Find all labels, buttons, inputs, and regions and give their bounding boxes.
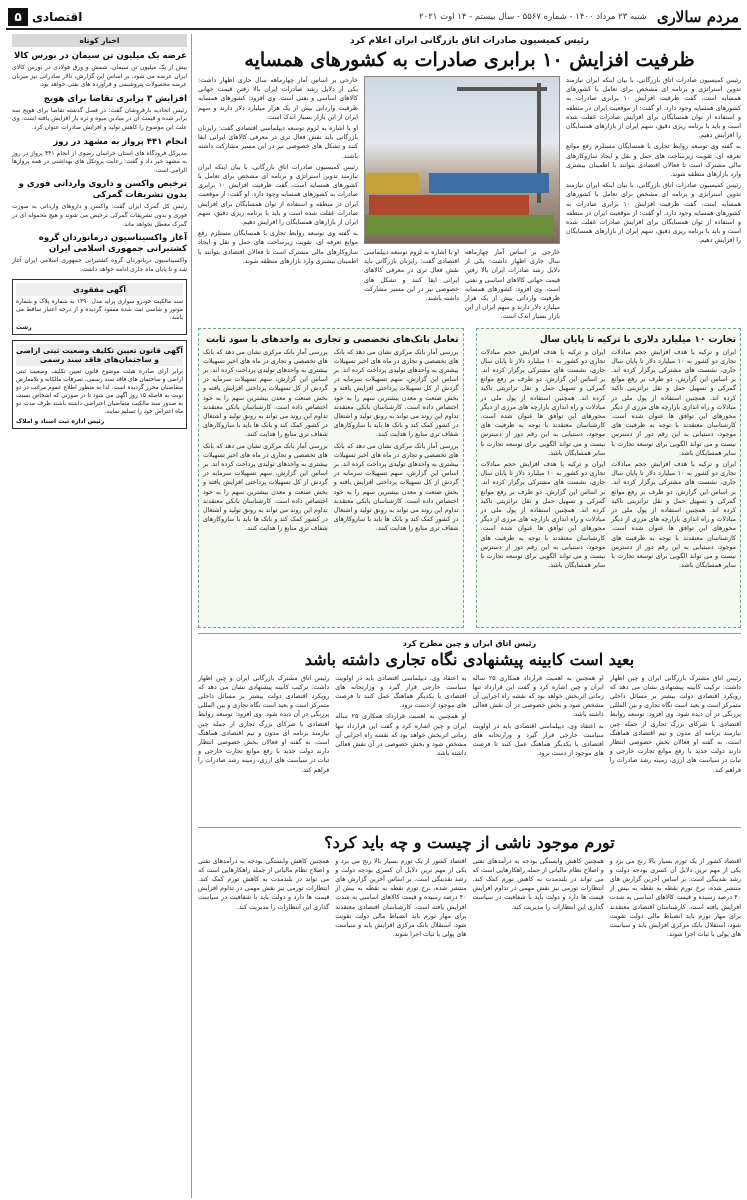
news-item: انجام ۴۴۱ پرواز به مشهد در روز مدیرکل فرودگاه های استان خراسان رضوی از انجام ۴۴۱ پرواز در روز به مشهد خبر داد و گفت: رعایت پروتکل های بهداشتی در همه پروازها الزامی است. <box>12 136 187 174</box>
dateline: شنبه ۲۳ مرداد ۱۴۰۰ - شماره ۵۵۶۷ - سال بیستم - ۱۴ اوت ۲۰۲۱ <box>419 12 647 22</box>
lead-headline: ظرفیت افزایش ۱۰ برابری صادرات به کشورهای همسایه <box>244 49 695 71</box>
page-body <box>6 34 741 1198</box>
news-item: آغاز واکسیناسیون درمانوردان گروه کشتیرانی جمهوری اسلامی ایران واکسیناسیون دریانوردان گروه کشتیرانی جمهوری اسلامی ایران آغاز شد و تا پایان ماه جاری ادامه خواهد داشت. <box>12 233 187 273</box>
lead-text: به گفته وی توسعه روابط تجاری با همسایگان مستلزم رفع موانع تعرفه ای، تقویت زیرساخت های حمل و نقل و ایجاد سازوکارهای مالی مشترک است تا فعالان اقتصادی بتوانند با اطمینان بیشتری وارد بازارهای منطقه شوند. <box>198 230 358 265</box>
lead-text: خارجی بر اساس آمار چهارماهه سال جاری اظهار داشت: یکی از دلایل رشد صادرات ایران بالا رفتن قیمت جهانی کالاهای اساسی و نفتی است. وی افزود: کشورهای همسایه ظرفیت وارداتی بیش از یک هزار میلیارد دلار دارند و سهم ایران از این بازار بسیار اندک است. <box>198 77 358 121</box>
third-article: اقتصاد کشور از یک تورم بسیار بالا رنج می برد و یکی از مهم ترین دلایل آن کسری بودجه دولت و رشد نقدینگی است. بر اساس آخرین گزارش های منتشر شده، نرخ تورم نقطه به نقطه به بیش از ۴۰ درصد رسیده و قیمت کالاهای اساسی به شدت افزایش یافته است. کارشناسان اقتصادی معتقدند برای مهار تورم باید انضباط مالی دولت تقویت شود، استقلال بانک مرکزی افزایش یابد و سیاست های پولی با ثبات اجرا شوند. همچنین کاهش وابستگی بودجه به درآمدهای نفتی و اصلاح نظام مالیاتی از جمله راهکارهایی است که می تواند در بلندمدت به کاهش تورم کمک کند. انتظارات تورمی نیز نقش مهمی در تداوم افزایش قیمت ها دارد و دولت باید با شفافیت در سیاست گذاری این انتظارات را مدیریت کند. اقتصاد کشور از یک تورم بسیار بالا رنج می برد و یکی از مهم ترین دلایل آن کسری بودجه دولت و رشد نقدینگی است. بر اساس آخرین گزارش های منتشر شده، نرخ تورم نقطه به نقطه به بیش از ۴۰ درصد رسیده و قیمت کالاهای اساسی به شدت افزایش یافته است. کارشناسان اقتصادی معتقدند برای مهار تورم باید انضباط مالی دولت تقویت شود، استقلال بانک مرکزی افزایش یابد و سیاست های پولی با ثبات اجرا شوند. همچنین کاهش وابستگی بودجه به درآمدهای نفتی و اصلاح نظام مالیاتی از جمله راهکارهایی است که می تواند در بلندمدت به کاهش تورم کمک کند. انتظارات تورمی نیز نقش مهمی در تداوم افزایش قیمت ها دارد و دولت باید با شفافیت در سیاست گذاری این انتظارات را مدیریت کند. <box>198 857 741 939</box>
lead-col-c <box>198 76 358 322</box>
box-title: تعامل بانک‌های تخصصی و تجاری به واحدهای با سود ثابت <box>206 334 459 345</box>
second-article: رئیس اتاق مشترک بازرگانی ایران و چین اظهار داشت: ترکیب کابینه پیشنهادی نشان می دهد که رویکرد اقتصادی دولت بیشتر بر مسائل داخلی متمرکز است و بعید است نگاه تجاری و بین المللی پررنگی در آن دیده شود. وی افزود: توسعه روابط اقتصادی با شرکای بزرگ تجاری از جمله چین نیازمند برنامه ای مدون و تیم اقتصادی هماهنگ است. به گفته او فعالان بخش خصوصی انتظار دارند دولت جدید با رفع موانع تجارت خارجی و ثبات در سیاست های ارزی، زمینه رشد صادرات را فراهم کند. او همچنین به اهمیت قرارداد همکاری ۲۵ ساله ایران و چین اشاره کرد و گفت این قرارداد تنها زمانی اثربخش خواهد بود که نقشه راه اجرایی آن مشخص شود و بخش خصوصی در آن نقش فعالی داشته باشد. به اعتقاد وی، دیپلماسی اقتصادی باید در اولویت سیاست خارجی قرار گیرد و وزارتخانه های اقتصادی با یکدیگر هماهنگ عمل کنند تا فرصت های موجود از دست نرود. به اعتقاد وی، دیپلماسی اقتصادی باید در اولویت سیاست خارجی قرار گیرد و وزارتخانه های اقتصادی با یکدیگر هماهنگ عمل کنند تا فرصت های موجود از دست نرود. او همچنین به اهمیت قرارداد همکاری ۲۵ ساله ایران و چین اشاره کرد و گفت این قرارداد تنها زمانی اثربخش خواهد بود که نقشه راه اجرایی آن مشخص شود و بخش خصوصی در آن نقش فعالی داشته باشد. رئیس اتاق مشترک بازرگانی ایران و چین اظهار داشت: ترکیب کابینه پیشنهادی نشان می دهد که رویکرد اقتصادی دولت بیشتر بر مسائل داخلی متمرکز است و بعید است نگاه تجاری و بین المللی پررنگی در آن دیده شود. وی افزود: توسعه روابط اقتصادی با شرکای بزرگ تجاری از جمله چین نیازمند برنامه ای مدون و تیم اقتصادی هماهنگ است. به گفته او فعالان بخش خصوصی انتظار دارند دولت جدید با رفع موانع تجارت خارجی و ثبات در سیاست های ارزی، زمینه رشد صادرات را فراهم کند. <box>198 674 741 774</box>
lead-text: خارجی بر اساس آمار چهارماهه سال جاری اظهار داشت: یکی از دلایل رشد صادرات ایران بالا رفتن قیمت جهانی کالاهای اساسی و نفتی است. وی افزود: کشورهای همسایه ظرفیت وارداتی بیش از یک هزار میلیارد دلار دارند و سهم ایران از این بازار بسیار اندک است. <box>465 249 560 321</box>
page-number: ۵ <box>8 8 28 26</box>
third-headline: تورم موجود ناشی از چیست و چه باید کرد؟ <box>324 832 615 852</box>
second-kicker: رئیس اتاق ایران و چین مطرح کرد <box>402 638 537 648</box>
second-headline: بعید است کابینه پیشنهادی نگاه تجاری داشته باشد <box>304 649 635 669</box>
news-item: افزایش ۳ برابری تقاضا برای هویج رئیس اتحادیه بارفروشان گفت: در فصل گذشته تقاضا برای هویج سه برابر شده و قیمت آن در میادین میوه و تره بار افزایش یافته است. وی علت این موضوع را کاهش تولید و افزایش صادرات عنوان کرد. <box>12 93 187 131</box>
box-banks: تعامل بانک‌های تخصصی و تجاری به واحدهای با سود ثابت بررسی آمار بانک مرکزی نشان می دهد که بانک های تخصصی و تجاری در ماه های اخیر تسهیلات بیشتری به واحدهای تولیدی پرداخت کرده اند. بر اساس این گزارش، سهم تسهیلات سرمایه در گردش از کل تسهیلات پرداختی افزایش یافته و بخش صنعت و معدن بیشترین سهم را به خود اختصاص داده است. کارشناسان بانکی معتقدند تداوم این روند می تواند به رونق تولید و اشتغال در کشور کمک کند و بانک ها باید با سازوکارهای شفاف تری منابع را هدایت کنند. بررسی آمار بانک مرکزی نشان می دهد که بانک های تخصصی و تجاری در ماه های اخیر تسهیلات بیشتری به واحدهای تولیدی پرداخت کرده اند. بر اساس این گزارش، سهم تسهیلات سرمایه در گردش از کل تسهیلات پرداختی افزایش یافته و بخش صنعت و معدن بیشترین سهم را به خود اختصاص داده است. کارشناسان بانکی معتقدند تداوم این روند می تواند به رونق تولید و اشتغال در کشور کمک کند و بانک ها باید با سازوکارهای شفاف تری منابع را هدایت کنند. بررسی آمار بانک مرکزی نشان می دهد که بانک های تخصصی و تجاری در ماه های اخیر تسهیلات بیشتری به واحدهای تولیدی پرداخت کرده اند. بر اساس این گزارش، سهم تسهیلات سرمایه در گردش از کل تسهیلات پرداختی افزایش یافته و بخش صنعت و معدن بیشترین سهم را به خود اختصاص داده است. کارشناسان بانکی معتقدند تداوم این روند می تواند به رونق تولید و اشتغال در کشور کمک کند و بانک ها باید با سازوکارهای شفاف تری منابع را هدایت کنند. بررسی آمار بانک مرکزی نشان می دهد که بانک های تخصصی و تجاری در ماه های اخیر تسهیلات بیشتری به واحدهای تولیدی پرداخت کرده اند. بر اساس این گزارش، سهم تسهیلات سرمایه در گردش از کل تسهیلات پرداختی افزایش یافته و بخش صنعت و معدن بیشترین سهم را به خود اختصاص داده است. کارشناسان بانکی معتقدند تداوم این روند می تواند به رونق تولید و اشتغال در کشور کمک کند و بانک ها باید با سازوکارهای شفاف تری منابع را هدایت کنند. <box>198 328 464 628</box>
sidebar <box>12 34 191 1198</box>
boxed-stories <box>198 328 741 628</box>
brand-logo: مردم سالاری <box>656 8 739 26</box>
lead-col-a <box>566 76 741 322</box>
lead-article <box>198 76 741 322</box>
lead-text: رئیس کمیسیون صادرات اتاق بازرگانی، با بیان اینکه ایران نیازمند تدوین استراتژی و برنامه ای مشخص برای تعامل با کشورهای همسایه است، گفت ظرفیت افزایش ۱۰ برابری صادرات به کشورهای همسایه وجود دارد. او گفت: از موقعیت ایران در منطقه و استفاده از توان همسایگان برای افزایش صادرات غفلت شده است و باید با برنامه ریزی دقیق، سهم ایران از بازارهای همسایگان را افزایش دهیم. <box>566 77 741 140</box>
box-title: تجارت ۱۰ میلیارد دلاری با ترکیه تا پایان سال <box>539 334 736 345</box>
section-name: اقتصادی <box>32 10 83 24</box>
page-box <box>8 8 82 26</box>
ad-land-registry: آگهی قانون تعیین تکلیف وضعیت ثبتی اراضی و ساختمان‌های فاقد سند رسمی برابر آرای صادره هیئت موضوع قانون تعیین تکلیف وضعیت ثبتی اراضی و ساختمان های فاقد سند رسمی، تصرفات مالکانه و بلامعارض متقاضیان محرز گردیده است. لذا به منظور اطلاع عموم مراتب در دو نوبت به فاصله ۱۵ روز آگهی می شود تا در صورتی که اشخاص نسبت به صدور سند مالکیت متقاضیان اعتراضی داشته باشند ظرف مدت دو ماه اعتراض خود را تسلیم نمایند. رئیس اداره ثبت اسناد و املاک <box>12 340 187 429</box>
port-photo <box>364 76 560 244</box>
news-item: ترخیص واکسن و داروی وارداتی فوری و بدون تشریفات گمرکی رئیس کل گمرک ایران گفت: واکسن و داروهای وارداتی به صورت فوری و بدون تشریفات گمرکی ترخیص می شوند و هیچ محموله ای در گمرک معطل نخواهد ماند. <box>12 179 187 228</box>
lead-kicker: رئیس کمیسیون صادرات اتاق بازرگانی ایران اعلام کرد <box>349 36 590 46</box>
masthead <box>6 6 741 30</box>
lead-lower-cols <box>364 248 560 322</box>
box-turkey-trade: تجارت ۱۰ میلیارد دلاری با ترکیه تا پایان سال ایران و ترکیه با هدف افزایش حجم مبادلات تجاری دو کشور به ۱۰ میلیارد دلار تا پایان سال جاری، نشست های مشترکی برگزار کرده اند. بر اساس این گزارش، دو طرف بر رفع موانع گمرکی و تسهیل حمل و نقل ترانزیتی تاکید کرده اند. همچنین استفاده از پول ملی در مبادلات و راه اندازی بازارچه های مرزی از دیگر محورهای این توافق ها عنوان شده است. کارشناسان معتقدند با توجه به ظرفیت های موجود، دستیابی به این رقم دور از دسترس نیست و می تواند الگویی برای توسعه تجارت با سایر همسایگان باشد. ایران و ترکیه با هدف افزایش حجم مبادلات تجاری دو کشور به ۱۰ میلیارد دلار تا پایان سال جاری، نشست های مشترکی برگزار کرده اند. بر اساس این گزارش، دو طرف بر رفع موانع گمرکی و تسهیل حمل و نقل ترانزیتی تاکید کرده اند. همچنین استفاده از پول ملی در مبادلات و راه اندازی بازارچه های مرزی از دیگر محورهای این توافق ها عنوان شده است. کارشناسان معتقدند با توجه به ظرفیت های موجود، دستیابی به این رقم دور از دسترس نیست و می تواند الگویی برای توسعه تجارت با سایر همسایگان باشد. ایران و ترکیه با هدف افزایش حجم مبادلات تجاری دو کشور به ۱۰ میلیارد دلار تا پایان سال جاری، نشست های مشترکی برگزار کرده اند. بر اساس این گزارش، دو طرف بر رفع موانع گمرکی و تسهیل حمل و نقل ترانزیتی تاکید کرده اند. همچنین استفاده از پول ملی در مبادلات و راه اندازی بازارچه های مرزی از دیگر محورهای این توافق ها عنوان شده است. کارشناسان معتقدند با توجه به ظرفیت های موجود، دستیابی به این رقم دور از دسترس نیست و می تواند الگویی برای توسعه تجارت با سایر همسایگان باشد. ایران و ترکیه با هدف افزایش حجم مبادلات تجاری دو کشور به ۱۰ میلیارد دلار تا پایان سال جاری، نشست های مشترکی برگزار کرده اند. بر اساس این گزارش، دو طرف بر رفع موانع گمرکی و تسهیل حمل و نقل ترانزیتی تاکید کرده اند. همچنین استفاده از پول ملی در مبادلات و راه اندازی بازارچه های مرزی از دیگر محورهای این توافق ها عنوان شده است. کارشناسان معتقدند با توجه به ظرفیت های موجود، دستیابی به این رقم دور از دسترس نیست و می تواند الگویی برای توسعه تجارت با سایر همسایگان باشد. <box>476 328 742 628</box>
sidebar-label: اخبار کوتاه <box>12 34 187 47</box>
lead-text: رئیس کمیسیون صادرات اتاق بازرگانی، با بیان اینکه ایران نیازمند تدوین استراتژی و برنامه ای مشخص برای تعامل با کشورهای همسایه است، گفت ظرفیت افزایش ۱۰ برابری صادرات به کشورهای همسایه وجود دارد. او گفت: از موقعیت ایران در منطقه و استفاده از توان همسایگان برای افزایش صادرات غفلت شده است و باید با برنامه ریزی دقیق، سهم ایران از بازارهای همسایگان را افزایش دهیم. <box>198 163 358 227</box>
news-item: عرضه یک میلیون تن سیمان در بورس کالا بیش از یک میلیون تن سیمان، شمش و ورق فولادی در بورس کالای ایران عرضه می شود. بر اساس این گزارش، تالار صادراتی نیز میزبان عرضه محصولات پتروشیمی و فرآورده های نفتی خواهد بود. <box>12 51 187 89</box>
lead-col-b <box>364 76 560 322</box>
ad-lost-document: آگهی مفقودی سند مالکیت خودرو سواری پراید مدل ۱۳۹۰ به شماره پلاک و شماره موتور و شاسی ثبت شده مفقود گردیده و از درجه اعتبار ساقط می باشد. رشت <box>12 279 187 335</box>
lead-text: رئیس کمیسیون صادرات اتاق بازرگانی، با بیان اینکه ایران نیازمند تدوین استراتژی و برنامه ای مشخص برای تعامل با کشورهای همسایه است، گفت ظرفیت افزایش ۱۰ برابری صادرات به کشورهای همسایه وجود دارد. او گفت: از موقعیت ایران در منطقه و استفاده از توان همسایگان برای افزایش صادرات غفلت شده است و باید با برنامه ریزی دقیق، سهم ایران از بازارهای همسایگان را افزایش دهیم. <box>566 182 741 245</box>
lead-text: او با اشاره به لزوم توسعه دیپلماسی اقتصادی گفت: رایزنان بازرگانی باید نقش فعال تری در معرفی کالاهای ایرانی ایفا کنند و تشکل های خصوصی نیز در این مسیر مشارکت داشته باشند. <box>198 125 358 160</box>
lead-text: او با اشاره به لزوم توسعه دیپلماسی اقتصادی گفت: رایزنان بازرگانی باید نقش فعال تری در معرفی کالاهای ایرانی ایفا کنند و تشکل های خصوصی نیز در این مسیر مشارکت داشته باشند. <box>364 249 459 303</box>
main-column <box>191 34 741 1198</box>
lead-text: به گفته وی توسعه روابط تجاری با همسایگان مستلزم رفع موانع تعرفه ای، تقویت زیرساخت های حمل و نقل و ایجاد سازوکارهای مالی مشترک است تا فعالان اقتصادی بتوانند با اطمینان بیشتری وارد بازارهای منطقه شوند. <box>566 143 741 179</box>
